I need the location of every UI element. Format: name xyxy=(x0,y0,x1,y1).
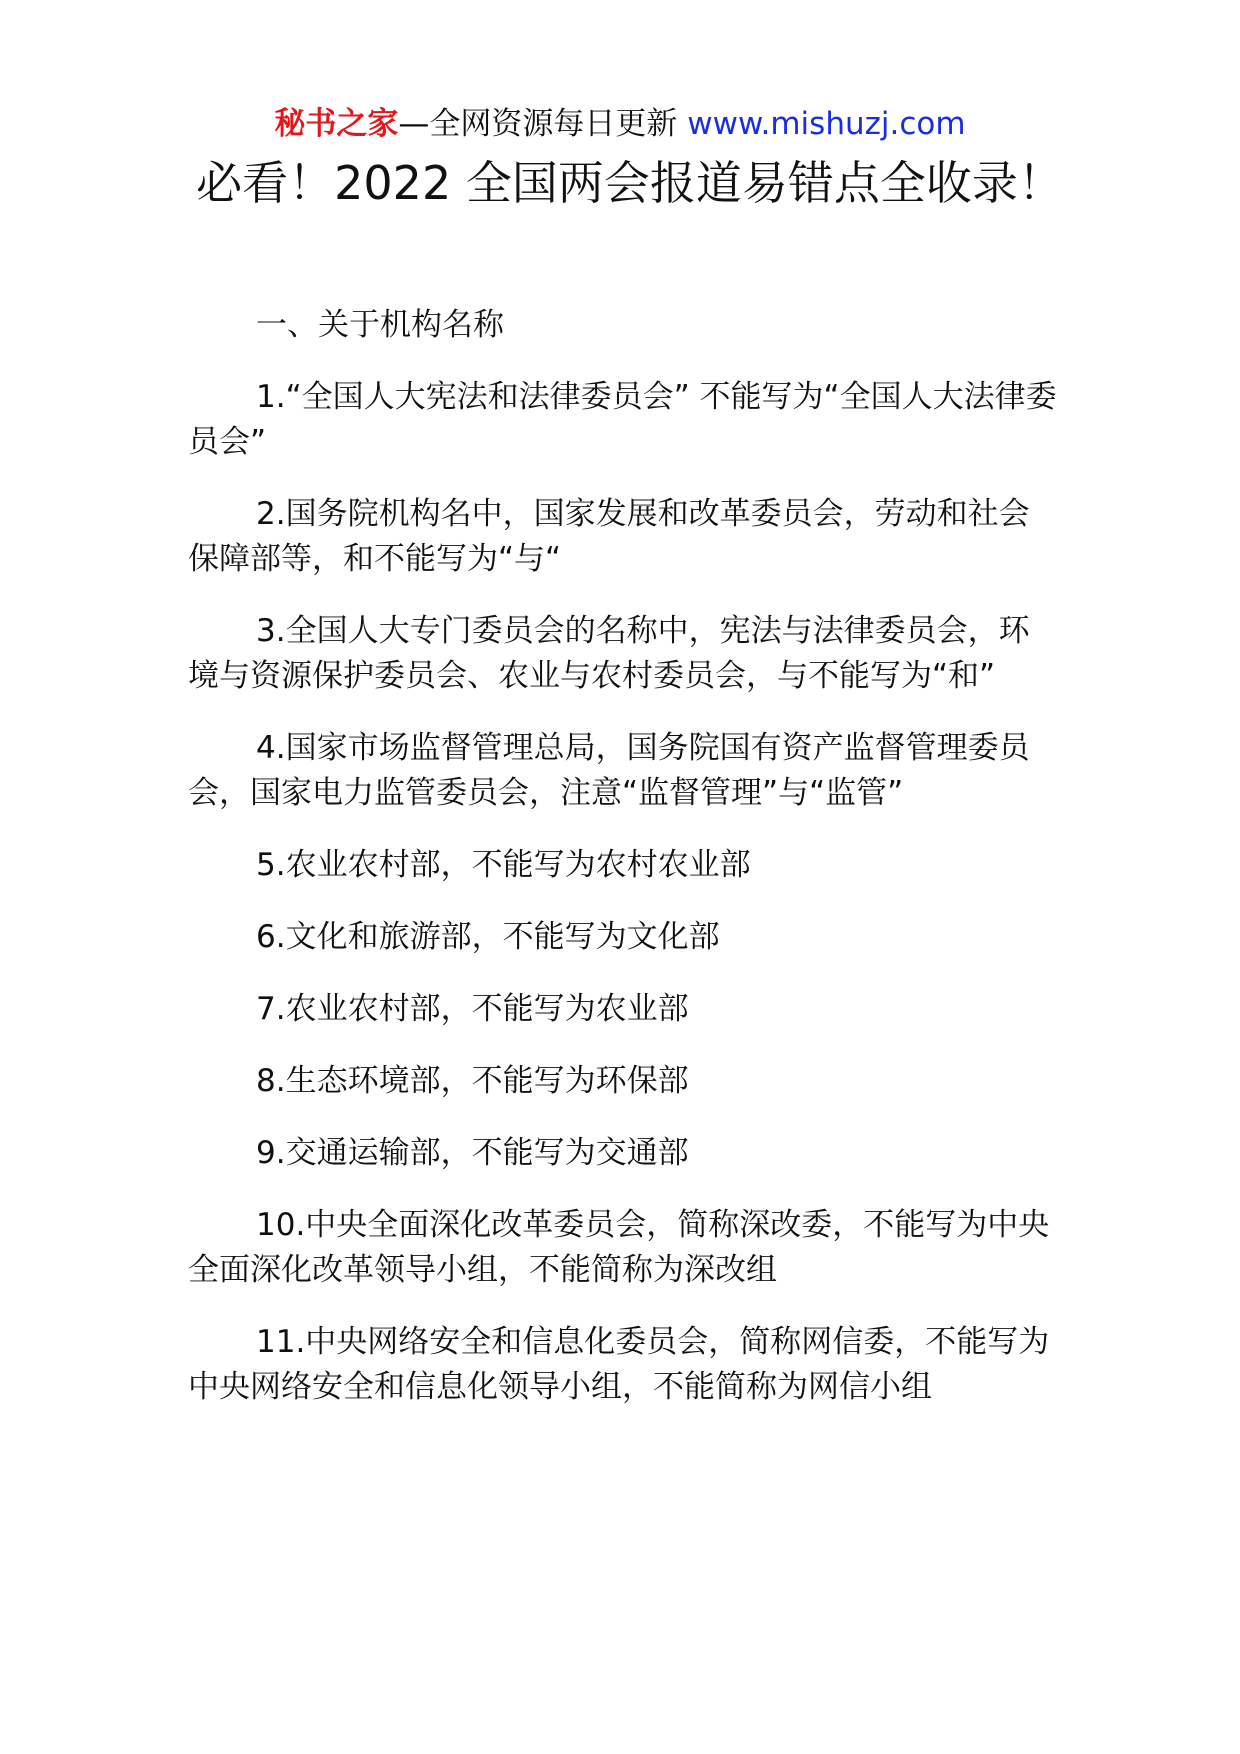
paragraph-item-3: 3.全国人大专门委员会的名称中，宪法与法律委员会，环境与资源保护委员会、农业与农村委员会，与不能写为“和” xyxy=(188,613,1030,694)
paragraph-item-2: 2.国务院机构名中，国家发展和改革委员会，劳动和社会保障部等，和不能写为“与“ xyxy=(188,496,1030,577)
paragraph-item-5: 5.农业农村部，不能写为农村农业部 xyxy=(256,847,751,883)
paragraph-item-6: 6.文化和旅游部，不能写为文化部 xyxy=(256,919,720,955)
paragraph-item-1: 1.“全国人大宪法和法律委员会” 不能写为“全国人大法律委员会” xyxy=(188,379,1057,460)
paragraph-item-4: 4.国家市场监督管理总局，国务院国有资产监督管理委员会，国家电力监管委员会，注意“监督管理”与“监管” xyxy=(188,730,1030,811)
brand-name: 秘书之家 xyxy=(274,106,399,142)
document-body xyxy=(188,303,1058,1437)
paragraph-item-10: 10.中央全面深化改革委员会，简称深改委，不能写为中央全面深化改革领导小组，不能简称为深改组 xyxy=(188,1207,1050,1288)
paragraph-item-8: 8.生态环境部，不能写为环保部 xyxy=(256,1063,689,1099)
site-header xyxy=(0,100,1240,148)
section-heading: 一、关于机构名称 xyxy=(256,307,504,343)
paragraph-item-11: 11.中央网络安全和信息化委员会，简称网信委，不能写为中央网络安全和信息化领导小组，不能简称为网信小组 xyxy=(188,1324,1050,1405)
header-tagline: —全网资源每日更新 xyxy=(398,106,688,142)
paragraph-item-7: 7.农业农村部，不能写为农业部 xyxy=(256,991,689,1027)
paragraph-item-9: 9.交通运输部，不能写为交通部 xyxy=(256,1135,689,1171)
site-url-link[interactable]: www.mishuzj.com xyxy=(687,106,966,142)
document-title: 必看！2022 全国两会报道易错点全收录！ xyxy=(196,156,1064,210)
